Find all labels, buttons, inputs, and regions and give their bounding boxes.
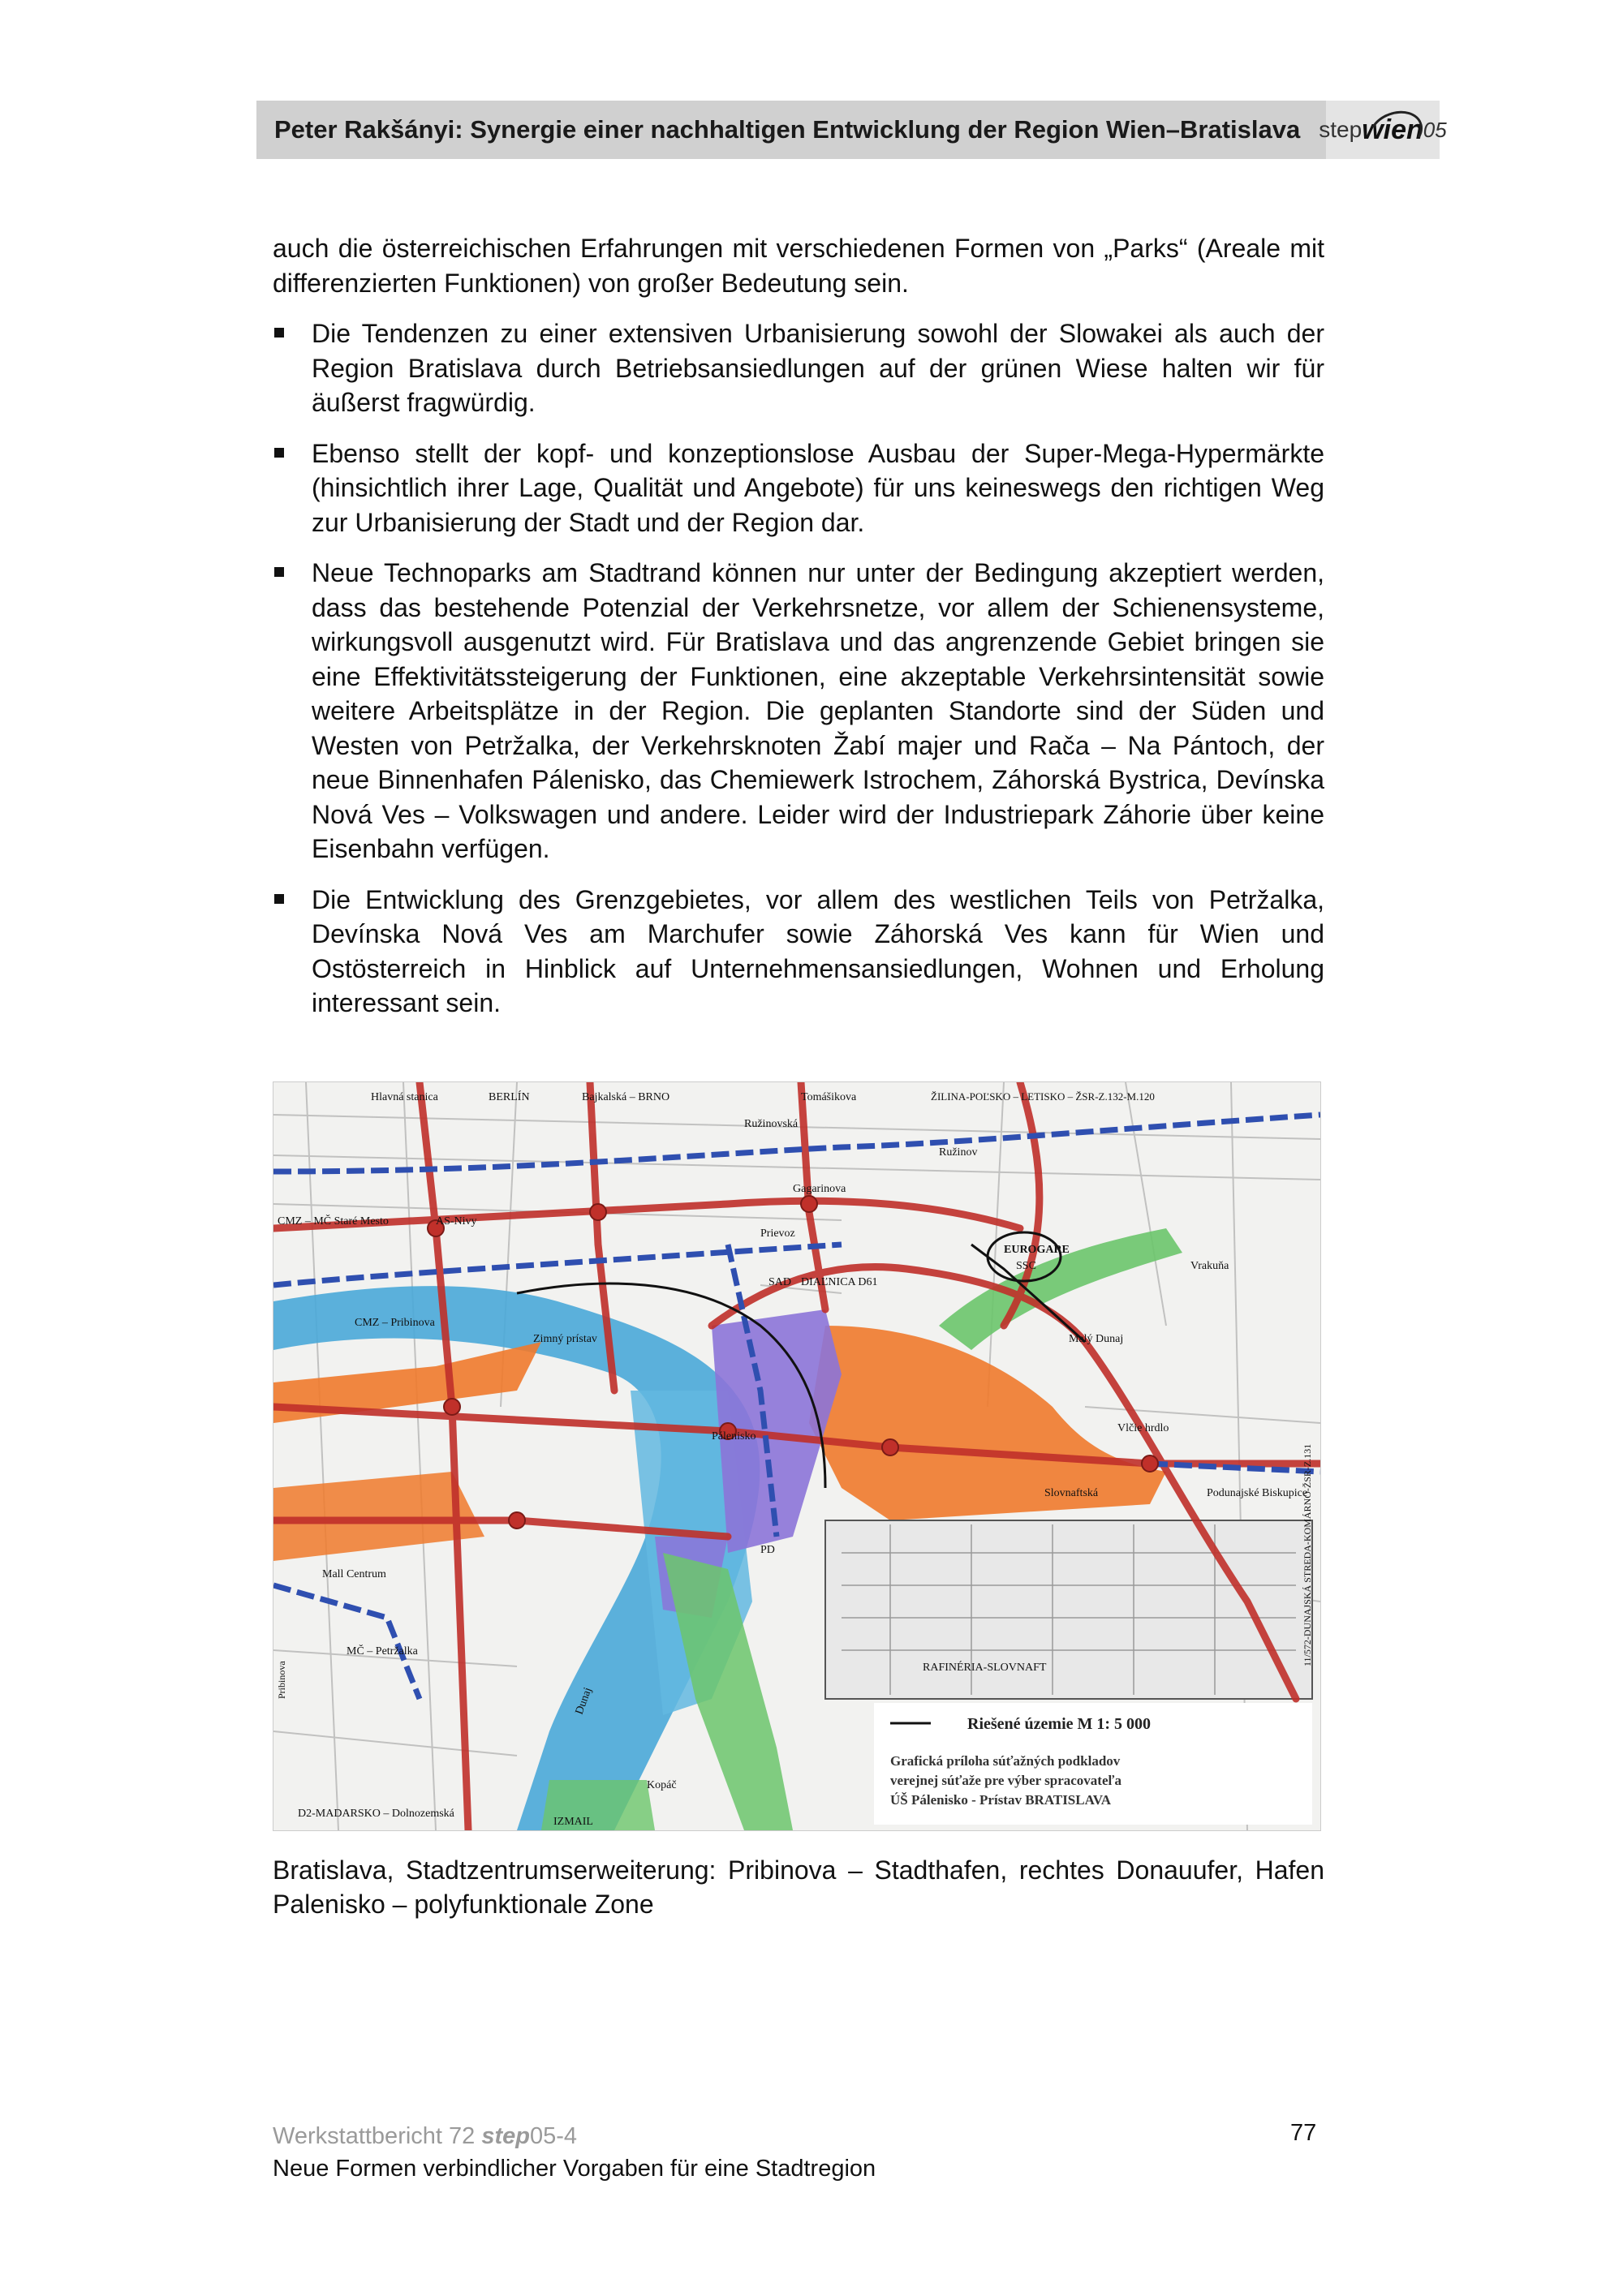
label-rafineria: RAFINÉRIA-SLOVNAFT: [923, 1662, 1047, 1674]
bullet-text: Neue Technoparks am Stadtrand können nur unter der Bedingung akzeptiert werden, dass das bestehende Potenzial der Verkehrsnetze, vor allem der Schienensysteme, wirkungsvoll ausgenutzt wird. Für Bratislava und das angrenzende Gebiet bringen sie eine Effektivitätssteigerung der Funktionen, eine akzeptable Verkehrsintensität sowie weitere Arbeitsplätze in der Region. Die geplanten Standorte sind der Süden und Westen von Petržalka, der Verkehrsknoten Žabí majer und Rača – Na Pántoch, der neue Binnenhafen Pálenisko, das Chemiewerk Istrochem, Záhorská Bystrica, Devínska Nová Ves – Volkswagen und andere. Leider wird der Industriepark Záhorie über keine Eisenbahn verfügen.: [312, 558, 1324, 863]
footer-issue: 05-4: [530, 2123, 578, 2149]
label-ruzinovska: Ružinovská: [744, 1118, 799, 1130]
label-eurogare: EUROGARE: [1004, 1244, 1070, 1256]
logo-wien: wien: [1362, 114, 1423, 145]
label-maly-dunaj: Malý Dunaj: [1069, 1333, 1124, 1345]
bullet-item: [273, 436, 1324, 540]
label-dialnica: DIAĽNICA D61: [801, 1276, 878, 1288]
label-ssc: SSC: [1016, 1260, 1036, 1272]
bullet-square-icon: [274, 567, 284, 577]
label-d2: D2-MADARSKO – Dolnozemská: [298, 1808, 454, 1820]
legend-line: Grafická príloha súťažných podkladov: [890, 1753, 1121, 1769]
page-footer: [273, 2120, 876, 2185]
label-vrakuna: Vrakuňa: [1190, 1260, 1229, 1272]
map-svg: [273, 1082, 1320, 1830]
label-mall: Mall Centrum: [322, 1568, 386, 1580]
footer-report: Werkstattbericht 72: [273, 2123, 482, 2149]
label-podunajske: Podunajské Biskupice: [1207, 1487, 1308, 1499]
logo-step: step: [1319, 117, 1363, 142]
label-cmz-stare: CMZ – MČ Staré Mesto: [278, 1215, 389, 1228]
refinery-area: [825, 1520, 1312, 1699]
bullet-text: Die Tendenzen zu einer extensiven Urbanisierung sowohl der Slowakei als auch der Region Bratislava durch Betriebsansiedlungen auf der grünen Wiese halten wir für äußerst fragwürdig.: [312, 319, 1324, 417]
label-vlcie: Vlčie hrdlo: [1117, 1422, 1169, 1434]
page-header: [256, 101, 1447, 159]
legend-line: ÚŠ Pálenisko - Prístav BRATISLAVA: [890, 1792, 1112, 1808]
label-hlavna: Hlavná stanica: [371, 1091, 438, 1103]
label-prievoz: Prievoz: [760, 1228, 795, 1240]
label-bajkalska: Bajkalská – BRNO: [582, 1091, 670, 1103]
label-right-edge: 11/572-DUNAJSKÁ STREDA-KOMÁRNO-ŽSR-Z.131: [1302, 1443, 1313, 1666]
bratislava-map-figure: [273, 1081, 1321, 1831]
bullet-item: [273, 556, 1324, 866]
bullet-text: Ebenso stellt der kopf- und konzeptionslose Ausbau der Super-Mega-Hypermärkte (hinsichtlich ihrer Lage, Qualität und Angebote) für uns keineswegs den richtigen Weg zur Urbanisierung der Stadt und der Region dar.: [312, 438, 1324, 537]
legend-title: Riešené územie M 1: 5 000: [967, 1715, 1152, 1733]
label-zimny: Zimný prístav: [533, 1333, 597, 1345]
bullet-item: [273, 883, 1324, 1021]
body-text: [273, 231, 1324, 1037]
bullet-square-icon: [274, 448, 284, 458]
label-zilina: ŽILINA-POĽSKO – LETISKO – ŽSR-Z.132-M.120: [931, 1090, 1155, 1103]
bullet-square-icon: [274, 328, 284, 338]
bullet-text: Die Entwicklung des Grenzgebietes, vor allem des westlichen Teils von Petržalka, Devínska Nová Ves am Marchufer sowie Záhorská Ves kann für Wien und Ostösterreich in Hinblick auf Unternehmensansiedlungen, Wohnen und Erholung interessant sein.: [312, 884, 1324, 1017]
intro-paragraph: auch die österreichischen Erfahrungen mit verschiedenen Formen von „Parks“ (Areale mit differenzierten Funktionen) von großer Bedeutung sein.: [273, 234, 1324, 298]
label-ruzinov: Ružinov: [939, 1146, 978, 1159]
label-as-nivy: AS-Nivy: [436, 1215, 477, 1228]
label-cmz-pribinova: CMZ – Pribinova: [355, 1317, 435, 1329]
label-sad: SAD: [768, 1276, 792, 1288]
label-tomasikova: Tomášikova: [801, 1091, 857, 1103]
footer-line2: Neue Formen verbindlicher Vorgaben für eine Stadtregion: [273, 2156, 876, 2182]
label-mc-petrzalka: MČ – Petržalka: [347, 1645, 418, 1658]
label-dunaj: Dunaj: [573, 1686, 595, 1717]
label-left-edge: Pribinova: [276, 1661, 287, 1699]
bullet-square-icon: [274, 894, 284, 904]
footer-step: step: [481, 2123, 530, 2149]
label-pd: PD: [760, 1544, 775, 1556]
figure-caption: Bratislava, Stadtzentrumserweiterung: Pribinova – Stadthafen, rechtes Donauufer, Hafen Palenisko – polyfunktionale Zone: [273, 1855, 1324, 1919]
page-number: 77: [1290, 2120, 1317, 2146]
label-palenisko: Pálenisko: [712, 1430, 756, 1443]
label-slovnaftska: Slovnaftská: [1044, 1487, 1099, 1499]
label-berlin: BERLÍN: [489, 1091, 530, 1103]
label-kopac: Kopáč: [647, 1779, 677, 1791]
stepwien-logo: [1319, 101, 1447, 159]
label-izmail: IZMAIL: [553, 1816, 593, 1828]
footer-line1: [273, 2120, 876, 2152]
logo-swoosh-icon: [1363, 104, 1429, 161]
label-gagarinova: Gagarinova: [793, 1183, 846, 1195]
bullet-item: [273, 316, 1324, 420]
logo-num: 05: [1423, 117, 1447, 142]
legend-line: verejnej súťaže pre výber spracovateľa: [890, 1773, 1121, 1788]
header-title: Peter Rakšányi: Synergie einer nachhaltigen Entwicklung der Region Wien–Bratislava: [274, 115, 1301, 144]
